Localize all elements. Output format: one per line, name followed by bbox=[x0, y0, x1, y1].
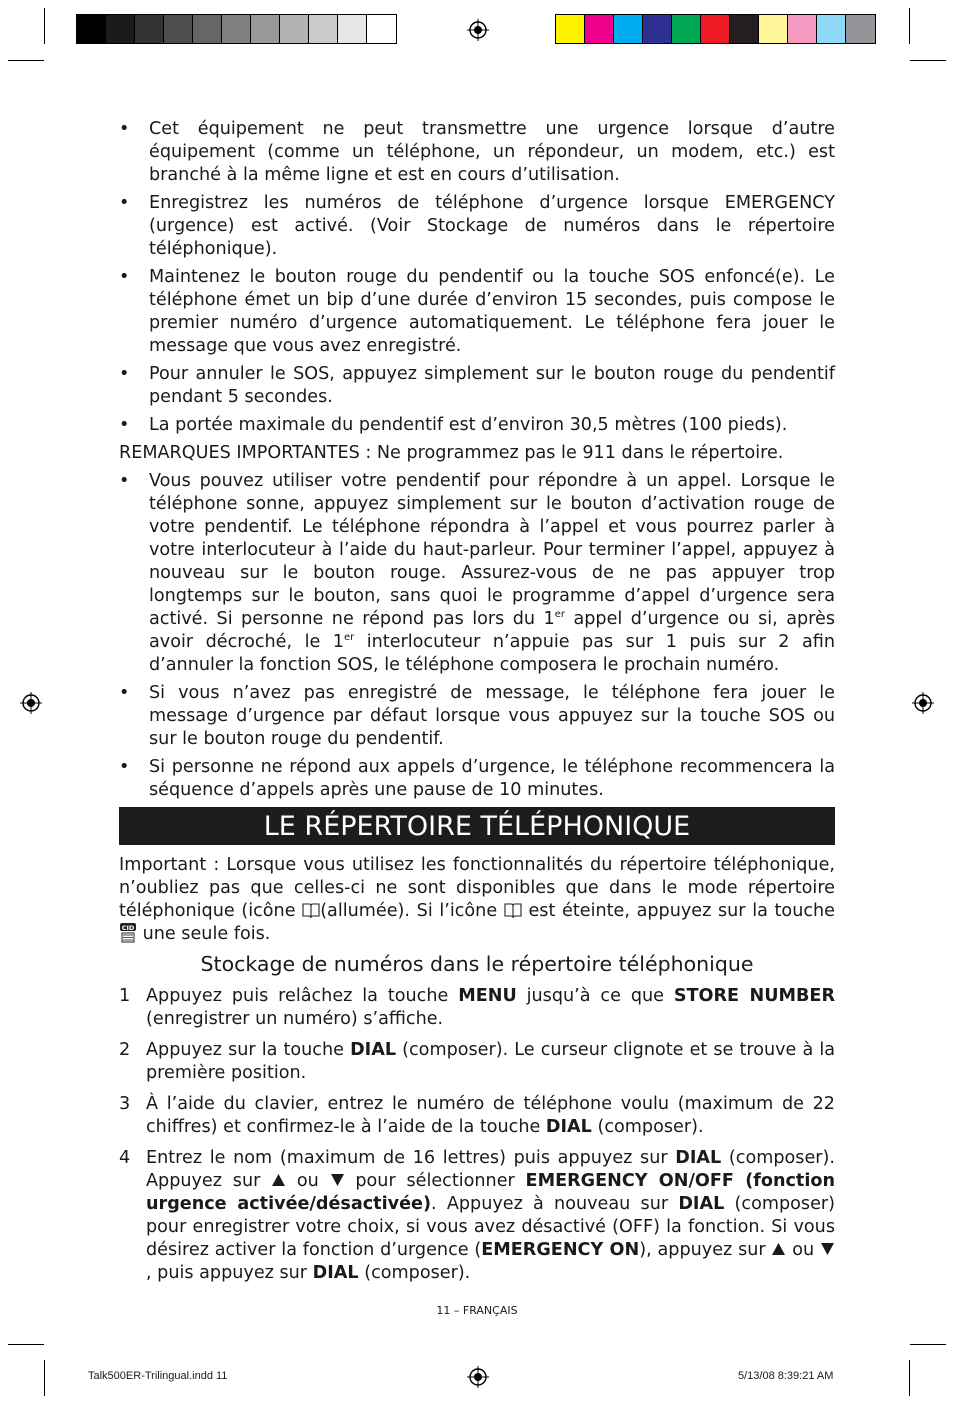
color-swatch bbox=[643, 15, 672, 43]
color-swatch bbox=[585, 15, 614, 43]
crop-mark bbox=[910, 1344, 946, 1345]
down-arrow-icon bbox=[330, 1173, 345, 1187]
list-item bbox=[119, 192, 835, 261]
color-swatch bbox=[338, 15, 367, 43]
cid-key-icon bbox=[119, 923, 137, 943]
color-swatch bbox=[77, 15, 106, 43]
color-swatch bbox=[817, 15, 846, 43]
text-run: appel d’urgence ou si, après avoir décroché, le 1 bbox=[149, 609, 835, 652]
date-slug: 5/13/08 8:39:21 AM bbox=[738, 1370, 834, 1382]
step-text bbox=[146, 985, 835, 1031]
color-swatch bbox=[367, 15, 396, 43]
page-number: 11 – FRANÇAIS bbox=[436, 1304, 518, 1317]
list-item bbox=[119, 363, 835, 409]
step bbox=[119, 985, 835, 1031]
bullet: • bbox=[119, 471, 130, 491]
list-item bbox=[119, 682, 835, 751]
bullet: • bbox=[119, 193, 130, 213]
bullet-text: La portée maximale du pendentif est d’environ 30,5 mètres (100 pieds). bbox=[149, 415, 788, 435]
bullet-text bbox=[149, 470, 835, 677]
color-swatch bbox=[759, 15, 788, 43]
text-run: une seule fois. bbox=[137, 924, 271, 944]
step-text bbox=[146, 1039, 835, 1085]
bullet-text: Si vous n’avez pas enregistré de message, le téléphone fera jouer le message d’urgence par défaut lorsque vous appuyez sur la touche SOS ou sur le bouton rouge du pendentif. bbox=[149, 683, 835, 749]
list-item bbox=[119, 118, 835, 187]
color-swatch bbox=[788, 15, 817, 43]
subheading: Stockage de numéros dans le répertoire téléphonique bbox=[200, 952, 754, 976]
crop-mark bbox=[8, 60, 44, 61]
color-swatch bbox=[614, 15, 643, 43]
bullet: • bbox=[119, 683, 130, 703]
phonebook-icon bbox=[302, 902, 320, 918]
grayscale-color-bar bbox=[76, 14, 397, 44]
list-item bbox=[119, 266, 835, 358]
step-text bbox=[146, 1147, 835, 1285]
text-run: (composer). Le curseur clignote et se trouve à la première position. bbox=[146, 1040, 836, 1083]
bullet-text: Si personne ne répond aux appels d’urgence, le téléphone recommencera la séquence d’appels après une pause de 10 minutes. bbox=[149, 757, 835, 800]
crop-mark bbox=[44, 8, 45, 44]
text-run: ), appuyez sur bbox=[639, 1240, 772, 1260]
bullet: • bbox=[119, 119, 130, 139]
text-run: , puis appuyez sur bbox=[146, 1263, 313, 1283]
key-label: MENU bbox=[458, 986, 517, 1006]
text-run: Important : Lorsque vous utilisez les fonctionnalités du répertoire téléphonique, n’oubliez pas que celles-ci ne sont disponibles que dans le mode répertoire téléphonique (icône bbox=[119, 855, 835, 921]
bullet: • bbox=[119, 415, 130, 435]
color-swatch bbox=[222, 15, 251, 43]
bullet-text: Cet équipement ne peut transmettre une urgence lorsque d’autre équipement (comme un téléphone, un répondeur, un modem, etc.) est branché à la même ligne et est en cours d’utilisation. bbox=[149, 119, 835, 185]
important-note bbox=[119, 854, 835, 946]
text-run: (enregistrer un numéro) s’affiche. bbox=[146, 1009, 444, 1029]
bullet: • bbox=[119, 267, 130, 287]
registration-mark-icon bbox=[20, 692, 42, 714]
crop-mark bbox=[909, 1360, 910, 1396]
text-run: Appuyez sur la touche bbox=[146, 1040, 351, 1060]
text-run: (composer). bbox=[591, 1117, 704, 1137]
svg-text:CID: CID bbox=[121, 924, 135, 932]
step bbox=[119, 1039, 835, 1085]
color-swatch bbox=[251, 15, 280, 43]
bullet: • bbox=[119, 364, 130, 384]
color-swatch bbox=[309, 15, 338, 43]
color-swatch bbox=[672, 15, 701, 43]
key-label: DIAL bbox=[675, 1148, 722, 1168]
step bbox=[119, 1147, 835, 1285]
text-run: ou bbox=[786, 1240, 821, 1260]
text-run: jusqu’à ce que bbox=[516, 986, 674, 1006]
text-run: Entrez le nom (maximum de 16 lettres) puis appuyez sur bbox=[146, 1148, 676, 1168]
registration-mark-icon bbox=[467, 1366, 489, 1388]
bullet: • bbox=[119, 757, 130, 777]
bullet-text: Enregistrez les numéros de téléphone d’urgence lorsque EMERGENCY (urgence) est activé. (Voir Stockage de numéros dans le répertoire téléphonique). bbox=[149, 193, 835, 259]
step-number: 3 bbox=[119, 1094, 131, 1114]
key-label: DIAL bbox=[678, 1194, 725, 1214]
list-item bbox=[119, 470, 835, 677]
section-title: LE RÉPERTOIRE TÉLÉPHONIQUE bbox=[119, 807, 835, 845]
color-swatch bbox=[556, 15, 585, 43]
text-run: . Appuyez à nouveau sur bbox=[431, 1194, 679, 1214]
text-run: ou bbox=[286, 1171, 330, 1191]
up-arrow-icon bbox=[771, 1242, 786, 1256]
color-swatch bbox=[193, 15, 222, 43]
cmyk-color-bar bbox=[555, 14, 876, 44]
page-content bbox=[119, 118, 835, 1293]
important-remarks: REMARQUES IMPORTANTES : Ne programmez pas le 911 dans le répertoire. bbox=[119, 443, 784, 463]
key-label: EMERGENCY ON bbox=[481, 1240, 640, 1260]
color-swatch bbox=[280, 15, 309, 43]
key-label: STORE NUMBER bbox=[673, 986, 835, 1006]
registration-mark-icon bbox=[912, 692, 934, 714]
color-swatch bbox=[730, 15, 759, 43]
text-run: À l’aide du clavier, entrez le numéro de téléphone voulu (maximum de 22 chiffres) et confirmez-le à l’aide de la touche bbox=[146, 1094, 835, 1137]
text-run: pour sélectionner bbox=[344, 1171, 526, 1191]
list-item bbox=[119, 756, 835, 802]
step-number: 2 bbox=[119, 1040, 131, 1060]
text-run: interlocuteur n’appuie pas sur 1 puis sur 2 afin d’annuler la fonction SOS, le téléphone composera le prochain numéro. bbox=[149, 632, 836, 675]
text-run: est éteinte, appuyez sur la touche bbox=[521, 901, 835, 921]
step-number: 1 bbox=[119, 986, 131, 1006]
step-text bbox=[146, 1093, 835, 1139]
text-run: (allumée). Si l’icône bbox=[320, 901, 504, 921]
phonebook-icon bbox=[504, 902, 522, 918]
file-slug: Talk500ER-Trilingual.indd 11 bbox=[88, 1370, 228, 1382]
crop-mark bbox=[44, 1360, 45, 1396]
text-run: Vous pouvez utiliser votre pendentif pour répondre à un appel. Lorsque le téléphone sonne, appuyez simplement sur le bouton d’activation rouge de votre pendentif. Le téléphone répondra à l’appel et vous pourrez parler à votre interlocuteur à l’aide du haut-parleur. Pour terminer l’appel, appuyez à nouveau sur le bouton rouge. Assurez-vous de ne pas appuyer trop longtemps sur le bouton, sans quoi le programme d’appel d’urgence sera activé. Si personne ne répond pas lors du 1 bbox=[149, 471, 835, 629]
crop-mark bbox=[8, 1344, 44, 1345]
key-label: DIAL bbox=[545, 1117, 592, 1137]
color-swatch bbox=[164, 15, 193, 43]
color-swatch bbox=[135, 15, 164, 43]
list-item bbox=[119, 414, 835, 437]
bullet-text: Maintenez le bouton rouge du pendentif ou la touche SOS enfoncé(e). Le téléphone émet un bip d’une durée d’environ 15 secondes, puis compose le premier numéro d’urgence automatiquement. Le téléphone fera jouer le message que vous avez enregistré. bbox=[149, 267, 835, 356]
text-run: (composer). Appuyez sur bbox=[146, 1148, 835, 1191]
key-label: EMERGENCY ON/OFF (fonction urgence activée/désactivée) bbox=[146, 1171, 835, 1214]
text-run: (composer). bbox=[358, 1263, 471, 1283]
step-number: 4 bbox=[119, 1148, 131, 1168]
text-run: (composer) pour enregistrer votre choix, si vous avez désactivé (OFF) la fonction. Si vous désirez activer la fonction d’urgence ( bbox=[146, 1194, 835, 1260]
bullet-text: Pour annuler le SOS, appuyez simplement sur le bouton rouge du pendentif pendant 5 secondes. bbox=[149, 364, 835, 407]
color-swatch bbox=[846, 15, 875, 43]
crop-mark bbox=[910, 60, 946, 61]
color-swatch bbox=[701, 15, 730, 43]
superscript: er bbox=[344, 632, 355, 643]
text-run: Appuyez puis relâchez la touche bbox=[146, 986, 459, 1006]
up-arrow-icon bbox=[271, 1173, 286, 1187]
registration-mark-icon bbox=[467, 19, 489, 41]
superscript: er bbox=[554, 609, 565, 620]
crop-mark bbox=[909, 8, 910, 44]
down-arrow-icon bbox=[820, 1242, 835, 1256]
key-label: DIAL bbox=[312, 1263, 359, 1283]
step bbox=[119, 1093, 835, 1139]
key-label: DIAL bbox=[350, 1040, 397, 1060]
color-swatch bbox=[106, 15, 135, 43]
